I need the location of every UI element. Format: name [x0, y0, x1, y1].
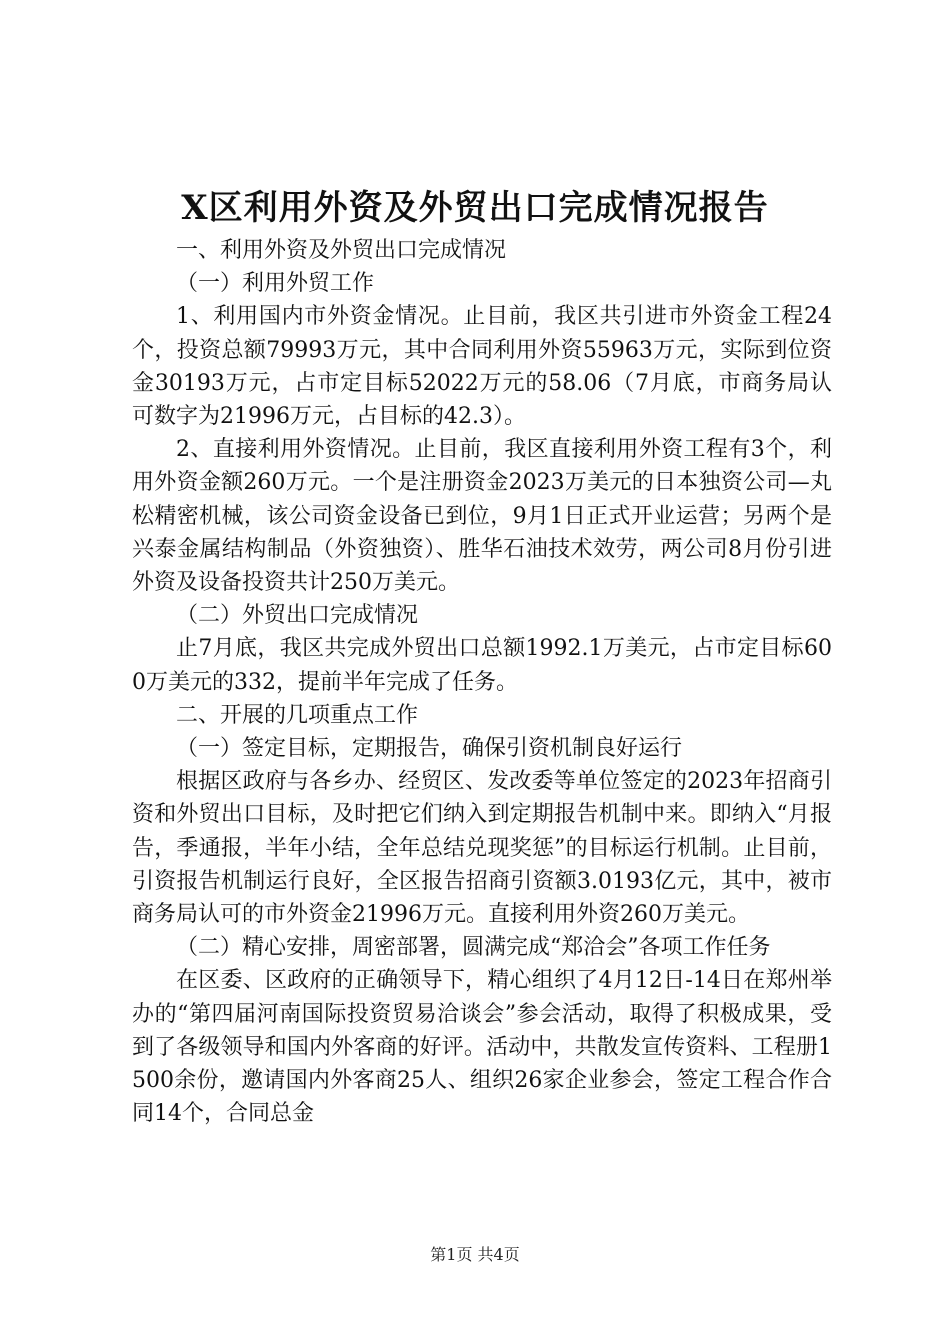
page-footer: 第1页 共4页: [430, 1245, 520, 1264]
paragraph-domestic-funds: 1、利用国内市外资金情况。止目前，我区共引进市外资金工程24个，投资总额79993万元，其中合同利用外资55963万元，实际到位资金30193万元，占市定目标52022万元的58.06（7月底，市商务局认可数字为21996万元，占目标的42.3）。: [132, 304, 832, 430]
paragraph-direct-foreign-investment: 2、直接利用外资情况。止目前，我区直接利用外资工程有3个，利用外资金额260万元。一个是注册资金2023万美元的日本独资公司—丸松精密机械，该公司资金设备已到位，9月1日正式开业运营；另两个是兴泰金属结构制品（外资独资）、胜华石油技术效劳，两公司8月份引进外资及设备投资共计250万美元。: [132, 437, 832, 596]
subsection-heading-2-2: （二）精心安排，周密部署，圆满完成“郑洽会”各项工作任务: [176, 935, 771, 961]
subsection-heading-2-1: （一）签定目标，定期报告，确保引资机制良好运行: [176, 736, 683, 762]
paragraph-reporting-mechanism: 根据区政府与各乡办、经贸区、发改委等单位签定的2023年招商引资和外贸出口目标，及时把它们纳入到定期报告机制中来。即纳入“月报告，季通报，半年小结，全年总结兑现奖惩”的目标运行机制。止目前，引资报告机制运行良好，全区报告招商引资额3.0193亿元，其中，被市商务局认可的市外资金21996万元。直接利用外资260万美元。: [132, 769, 832, 928]
subsection-heading-1-1: （一）利用外贸工作: [176, 271, 375, 297]
document-title: X区利用外资及外贸出口完成情况报告: [181, 188, 769, 228]
document-body: [132, 234, 832, 1130]
subsection-heading-1-2: （二）外贸出口完成情况: [176, 603, 419, 629]
paragraph-zhengzhou-fair: 在区委、区政府的正确领导下，精心组织了4月12日-14日在郑州举办的“第四届河南国际投资贸易洽谈会”参会活动，取得了积极成果，受到了各级领导和国内外客商的好评。活动中，共散发宣传资料、工程册1500余份，邀请国内外客商25人、组织26家企业参会，签定工程合作合同14个，合同总金: [132, 968, 832, 1127]
section-heading-1: 一、利用外资及外贸出口完成情况: [176, 238, 507, 263]
section-heading-2: 二、开展的几项重点工作: [176, 702, 419, 728]
paragraph-export-completion: 止7月底，我区共完成外贸出口总额1992.1万美元，占市定目标600万美元的332，提前半年完成了任务。: [132, 636, 832, 695]
